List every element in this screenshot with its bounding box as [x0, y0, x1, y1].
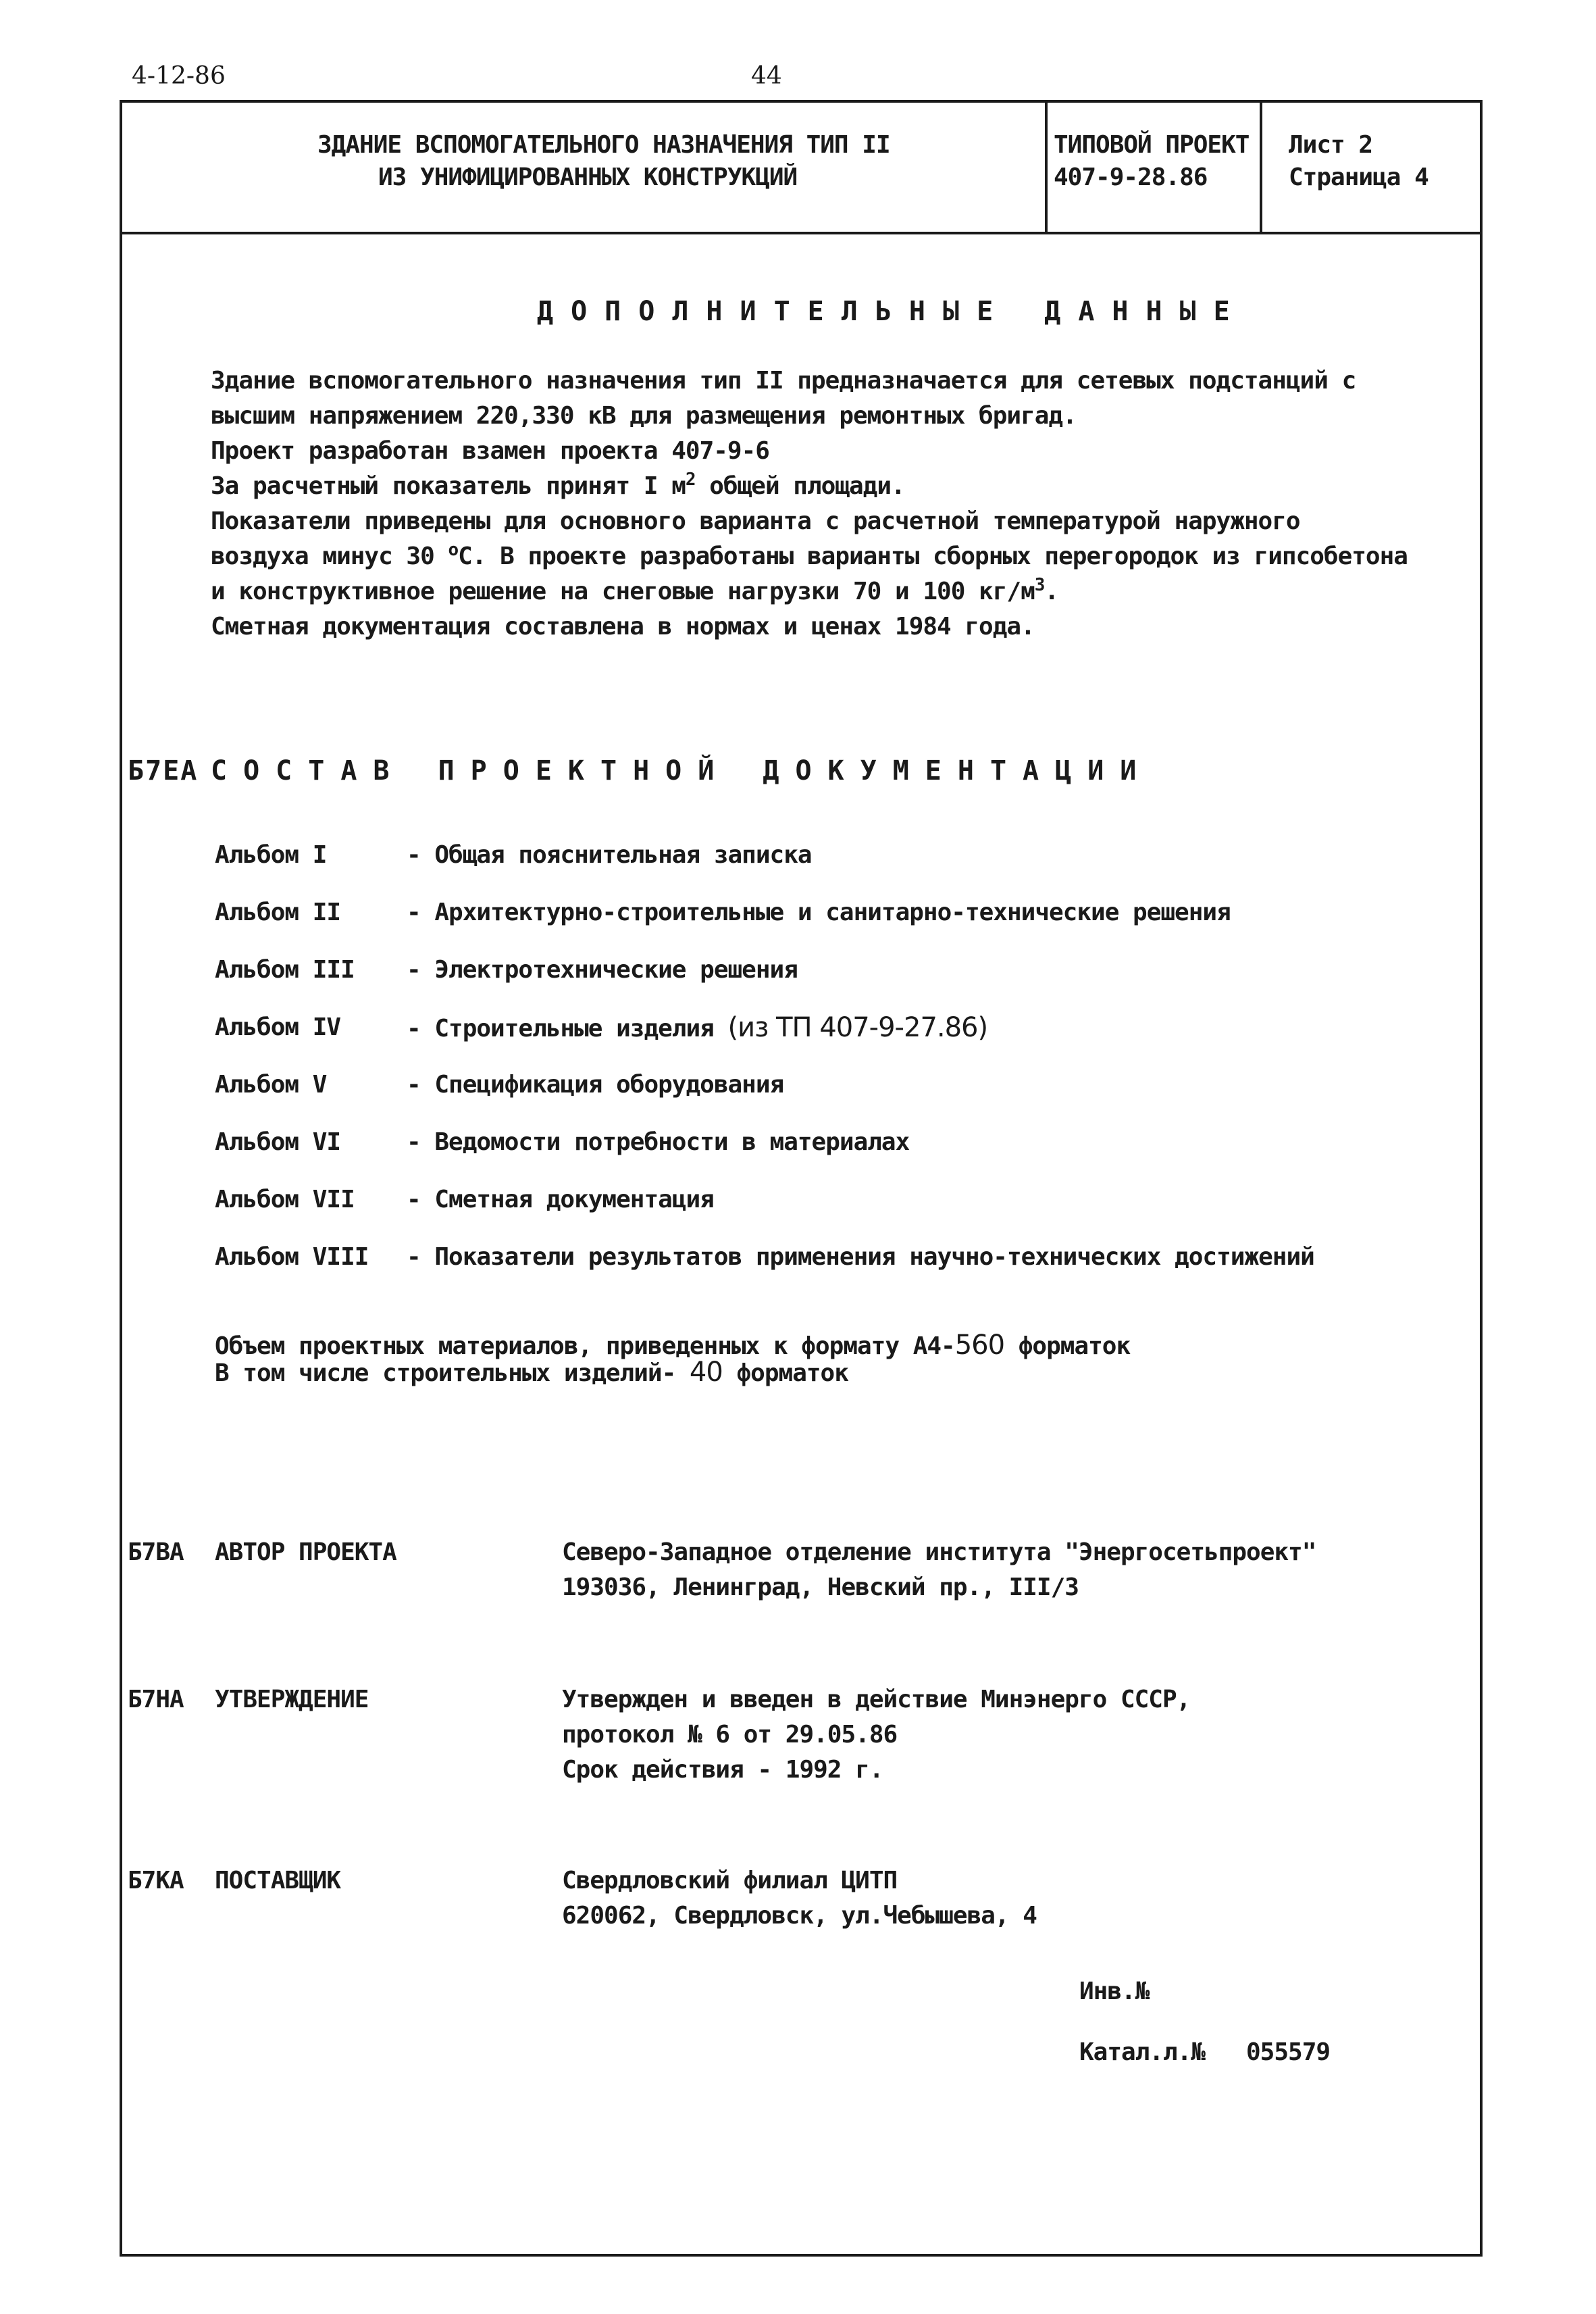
additional-line-1: Здание вспомогательного назначения тип II предназначается для сетевых подстанций с — [211, 367, 1356, 395]
approval-label: УТВЕРЖДЕНИЕ — [215, 1686, 369, 1713]
additional-line-7 — [211, 574, 1058, 609]
author-line-1: Северо-Западное отделение института "Энергосетьпроект" — [562, 1538, 1316, 1566]
volume-unit: форматок — [1004, 1332, 1131, 1360]
title-line-1: ЗДАНИЕ ВСПОМОГАТЕЛЬНОГО НАЗНАЧЕНИЯ ТИП II — [317, 131, 890, 159]
sheet-page: Страница 4 — [1289, 164, 1428, 191]
album-name: Альбом III — [215, 956, 355, 984]
additional-line-6-text: воздуха минус 30 — [211, 543, 448, 570]
album-name: Альбом V — [215, 1071, 327, 1099]
author-code: Б7ВА — [128, 1538, 184, 1566]
inventory-label: Инв.№ — [1079, 1978, 1150, 2005]
items-line — [215, 1355, 848, 1391]
volume-text: Объем проектных материалов, приведенных к формату А4- — [215, 1332, 955, 1360]
items-unit: форматок — [722, 1359, 848, 1387]
approval-line-1: Утвержден и введен в действие Минэнерго СССР, — [562, 1686, 1191, 1713]
title-block-separator-2 — [1260, 100, 1262, 234]
additional-line-8: Сметная документация составлена в нормах и ценах 1984 года. — [211, 613, 1035, 640]
sheet-number: Лист 2 — [1289, 131, 1373, 159]
approval-line-2: протокол № 6 от 29.05.86 — [562, 1721, 898, 1749]
supplier-code: Б7КА — [128, 1867, 184, 1894]
catalog-label: Катал.л.№ — [1079, 2038, 1206, 2066]
additional-line-3: Проект разработан взамен проекта 407-9-6 — [211, 437, 769, 465]
page-number: 44 — [751, 62, 782, 90]
project-number: 407-9-28.86 — [1054, 164, 1208, 191]
additional-line-5: Показатели приведены для основного варианта с расчетной температурой наружного — [211, 507, 1300, 535]
title-block-separator-1 — [1045, 100, 1048, 234]
album-description: - Электротехнические решения — [407, 956, 798, 984]
additional-line-6 — [211, 539, 1408, 574]
composition-heading: СОСТАВ ПРОЕКТНОЙ ДОКУМЕНТАЦИИ — [211, 755, 1153, 786]
album-name: Альбом VIII — [215, 1243, 369, 1271]
additional-line-4-superscript: 2 — [685, 470, 696, 490]
album-handwritten-note: (из ТП 407-9-27.86) — [727, 1012, 988, 1043]
author-label: АВТОР ПРОЕКТА — [215, 1538, 396, 1566]
additional-data-heading: ДОПОЛНИТЕЛЬНЫЕ ДАННЫЕ — [537, 296, 1247, 327]
title-line-2: ИЗ УНИФИЦИРОВАННЫХ КОНСТРУКЦИЙ — [378, 164, 798, 191]
additional-line-7-text: и конструктивное решение на снеговые нагрузки 70 и 100 кг/м — [211, 578, 1035, 605]
additional-line-4-text: За расчетный показатель принят I м — [211, 472, 686, 500]
items-handwritten-number: 40 — [689, 1357, 723, 1388]
additional-line-6-superscript: о — [448, 540, 459, 560]
album-description: - Спецификация оборудования — [407, 1071, 784, 1099]
approval-line-3: Срок действия - 1992 г. — [562, 1756, 883, 1784]
supplier-line-1: Свердловский филиал ЦИТП — [562, 1867, 898, 1894]
additional-line-7-superscript: 3 — [1034, 575, 1045, 595]
volume-handwritten-number: 560 — [954, 1330, 1005, 1361]
additional-line-7-tail: . — [1044, 578, 1059, 605]
album-name: Альбом II — [215, 899, 341, 926]
title-block-divider — [120, 232, 1483, 234]
album-description-text: - Строительные изделия — [407, 1015, 714, 1042]
catalog-number: 055579 — [1246, 2038, 1331, 2066]
approval-code: Б7НА — [128, 1686, 184, 1713]
album-description: - Архитектурно-строительные и санитарно-технические решения — [407, 899, 1231, 926]
document-code: 4-12-86 — [132, 62, 226, 90]
album-description: - Ведомости потребности в материалах — [407, 1128, 910, 1156]
items-text: В том числе строительных изделий- — [215, 1359, 690, 1387]
additional-line-6-tail: С. В проекте разработаны варианты сборных перегородок из гипсобетона — [458, 543, 1408, 570]
album-name: Альбом I — [215, 841, 327, 869]
album-description: - Показатели результатов применения научно-технических достижений — [407, 1243, 1314, 1271]
album-description — [407, 1010, 987, 1047]
additional-line-4 — [211, 469, 905, 504]
album-description: - Общая пояснительная записка — [407, 841, 812, 869]
author-line-2: 193036, Ленинград, Невский пр., III/3 — [562, 1574, 1079, 1601]
project-label: ТИПОВОЙ ПРОЕКТ — [1054, 131, 1250, 159]
additional-line-4-tail: общей площади. — [695, 472, 905, 500]
composition-code: Б7ЕА — [128, 755, 199, 786]
album-name: Альбом VI — [215, 1128, 341, 1156]
additional-line-2: высшим напряжением 220,330 кВ для размещения ремонтных бригад. — [211, 402, 1077, 430]
supplier-label: ПОСТАВЩИК — [215, 1867, 341, 1894]
album-name: Альбом VII — [215, 1186, 355, 1213]
album-name: Альбом IV — [215, 1013, 341, 1041]
album-description: - Сметная документация — [407, 1186, 714, 1213]
supplier-line-2: 620062, Свердловск, ул.Чебышева, 4 — [562, 1902, 1037, 1930]
